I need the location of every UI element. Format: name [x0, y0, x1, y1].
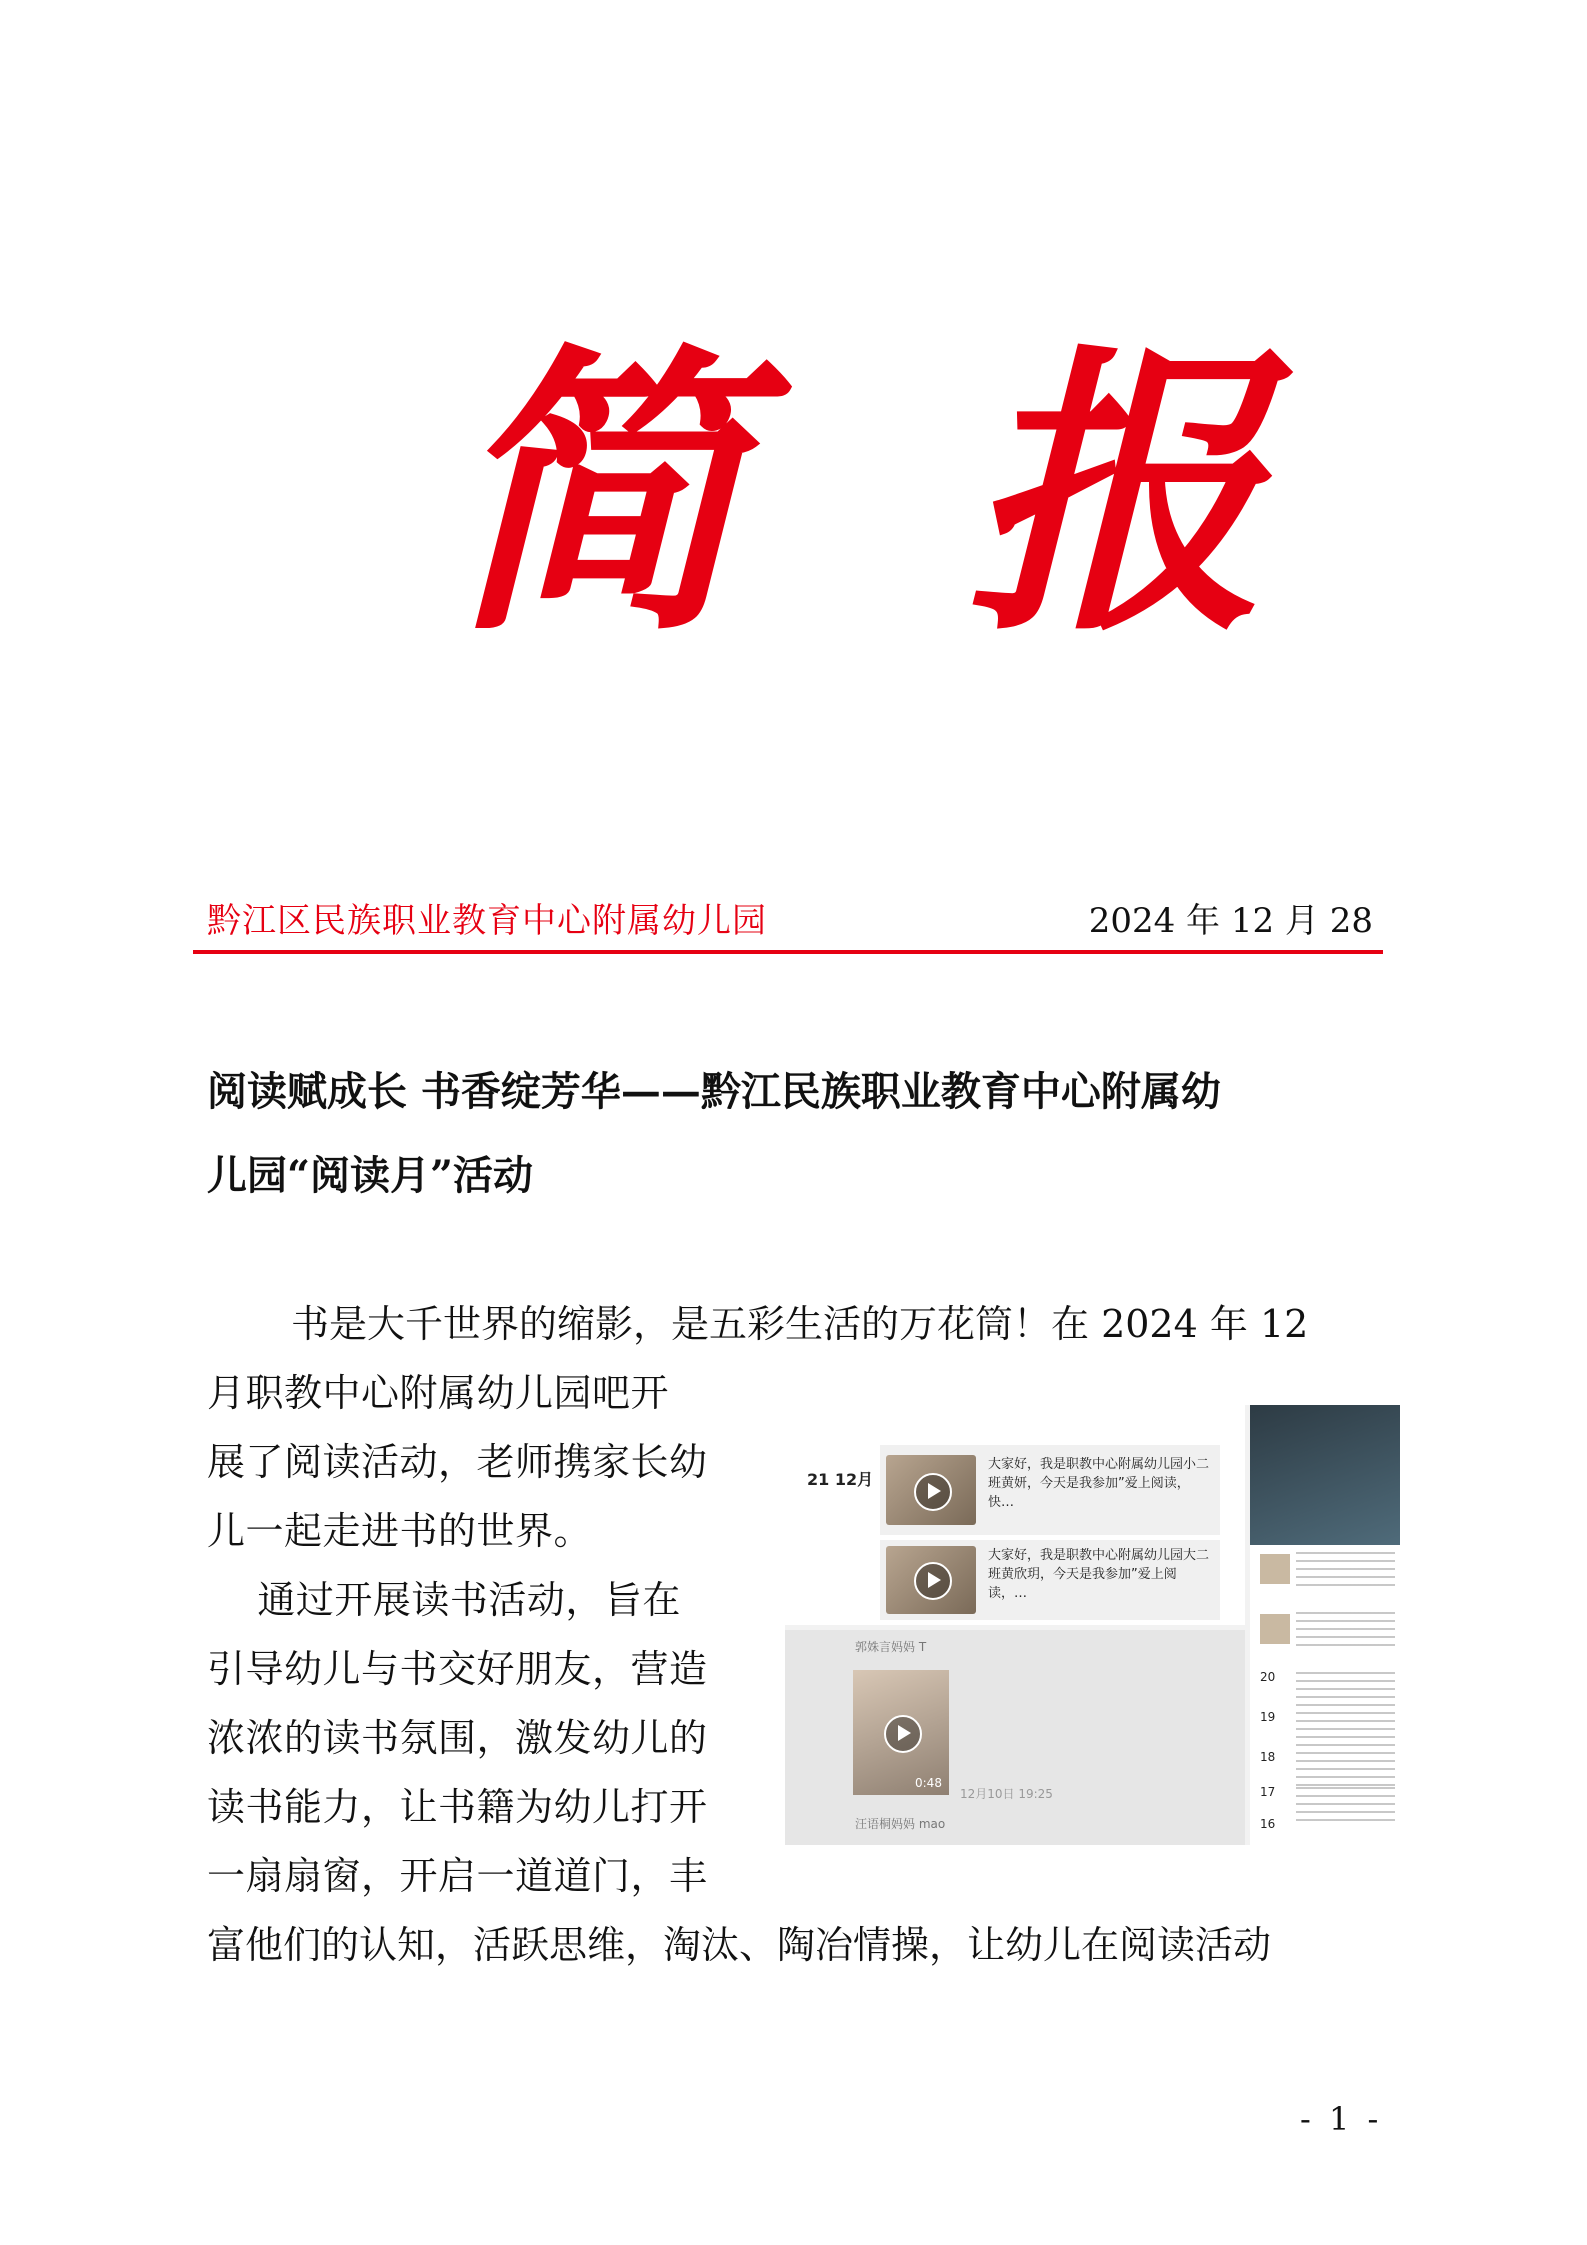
- page-number: - 1 -: [1300, 2100, 1383, 2138]
- chat-timestamp: 12月10日 19:25: [960, 1787, 1053, 1801]
- video-thumbnail: [886, 1546, 976, 1614]
- text-line: 展了阅读活动，老师携家长幼: [207, 1440, 708, 1484]
- list-item: [1260, 1550, 1395, 1596]
- paragraph-continuation-line: 富他们的认知，活跃思维，淘汰、陶冶情操，让幼儿在阅读活动: [207, 1923, 1272, 1967]
- list-item: [1260, 1817, 1395, 1845]
- play-icon: [914, 1473, 952, 1511]
- masthead: [0, 318, 1587, 671]
- chat-message-2: 大家好，我是职教中心附属幼儿园大二班黄欣玥，今天是我参加”爱上阅读，…: [988, 1548, 1210, 1601]
- headline-line-2: 儿园“阅读月”活动: [207, 1152, 534, 1199]
- list-date: 19: [1260, 1710, 1276, 1724]
- play-icon: [884, 1715, 922, 1753]
- masthead-char-2: 报: [965, 318, 1265, 671]
- chat-sender-2: 汪语桐妈妈 mao: [855, 1817, 946, 1831]
- headline-line-1: 阅读赋成长 书香绽芳华——黔江民族职业教育中心附属幼: [207, 1068, 1221, 1115]
- red-divider: [193, 950, 1383, 954]
- list-date: 17: [1260, 1785, 1276, 1799]
- text-line: 通过开展读书活动，旨在: [207, 1578, 681, 1622]
- thumbnail: [1260, 1614, 1290, 1644]
- activity-photo-collage: [785, 1405, 1400, 1845]
- text-line: 读书能力，让书籍为幼儿打开: [207, 1785, 708, 1829]
- issue-date: 2024 年 12 月 28: [1088, 901, 1373, 941]
- text-line: 月职教中心附属幼儿园吧开: [207, 1371, 670, 1415]
- text-line: 引导幼儿与书交好朋友，营造: [207, 1647, 708, 1691]
- chat-message-1: 大家好，我是职教中心附属幼儿园小二班黄妍，今天是我参加”爱上阅读，快…: [988, 1457, 1210, 1510]
- video-message: [853, 1670, 949, 1795]
- chat-card-2: [880, 1540, 1220, 1620]
- paragraph-1-first-line: 书是大千世界的缩影，是五彩生活的万花筒！在 2024 年 12: [291, 1302, 1309, 1346]
- video-duration: 0:48: [915, 1776, 942, 1790]
- issuer-name: 黔江区民族职业教育中心附属幼儿园: [207, 901, 767, 941]
- wrapped-text-column: [207, 1359, 762, 1911]
- list-date: 20: [1260, 1670, 1276, 1684]
- dark-chat-screenshot: [1250, 1405, 1400, 1545]
- list-date: 16: [1260, 1817, 1276, 1831]
- list-item: [1260, 1610, 1395, 1656]
- text-line: 儿一起走进书的世界。: [207, 1509, 593, 1553]
- chat-date-tag: 21 12月: [807, 1470, 874, 1489]
- chat-screenshot-bottom: [785, 1630, 1245, 1845]
- text-line: 浓浓的读书氛围，激发幼儿的: [207, 1716, 708, 1760]
- issuer-row: [195, 893, 1385, 943]
- chat-screenshot-top: [785, 1405, 1245, 1625]
- side-screenshot: [1250, 1405, 1400, 1845]
- thumbnail: [1260, 1554, 1290, 1584]
- chat-sender-1: 郭姝言妈妈 T: [855, 1640, 927, 1654]
- article-headline: [207, 1050, 1397, 1218]
- chat-card-1: [880, 1445, 1220, 1535]
- video-thumbnail: [886, 1455, 976, 1525]
- play-icon: [914, 1562, 952, 1600]
- list-date: 18: [1260, 1750, 1276, 1764]
- masthead-char-1: 简: [445, 318, 745, 671]
- text-line: 一扇扇窗，开启一道道门，丰: [207, 1854, 708, 1898]
